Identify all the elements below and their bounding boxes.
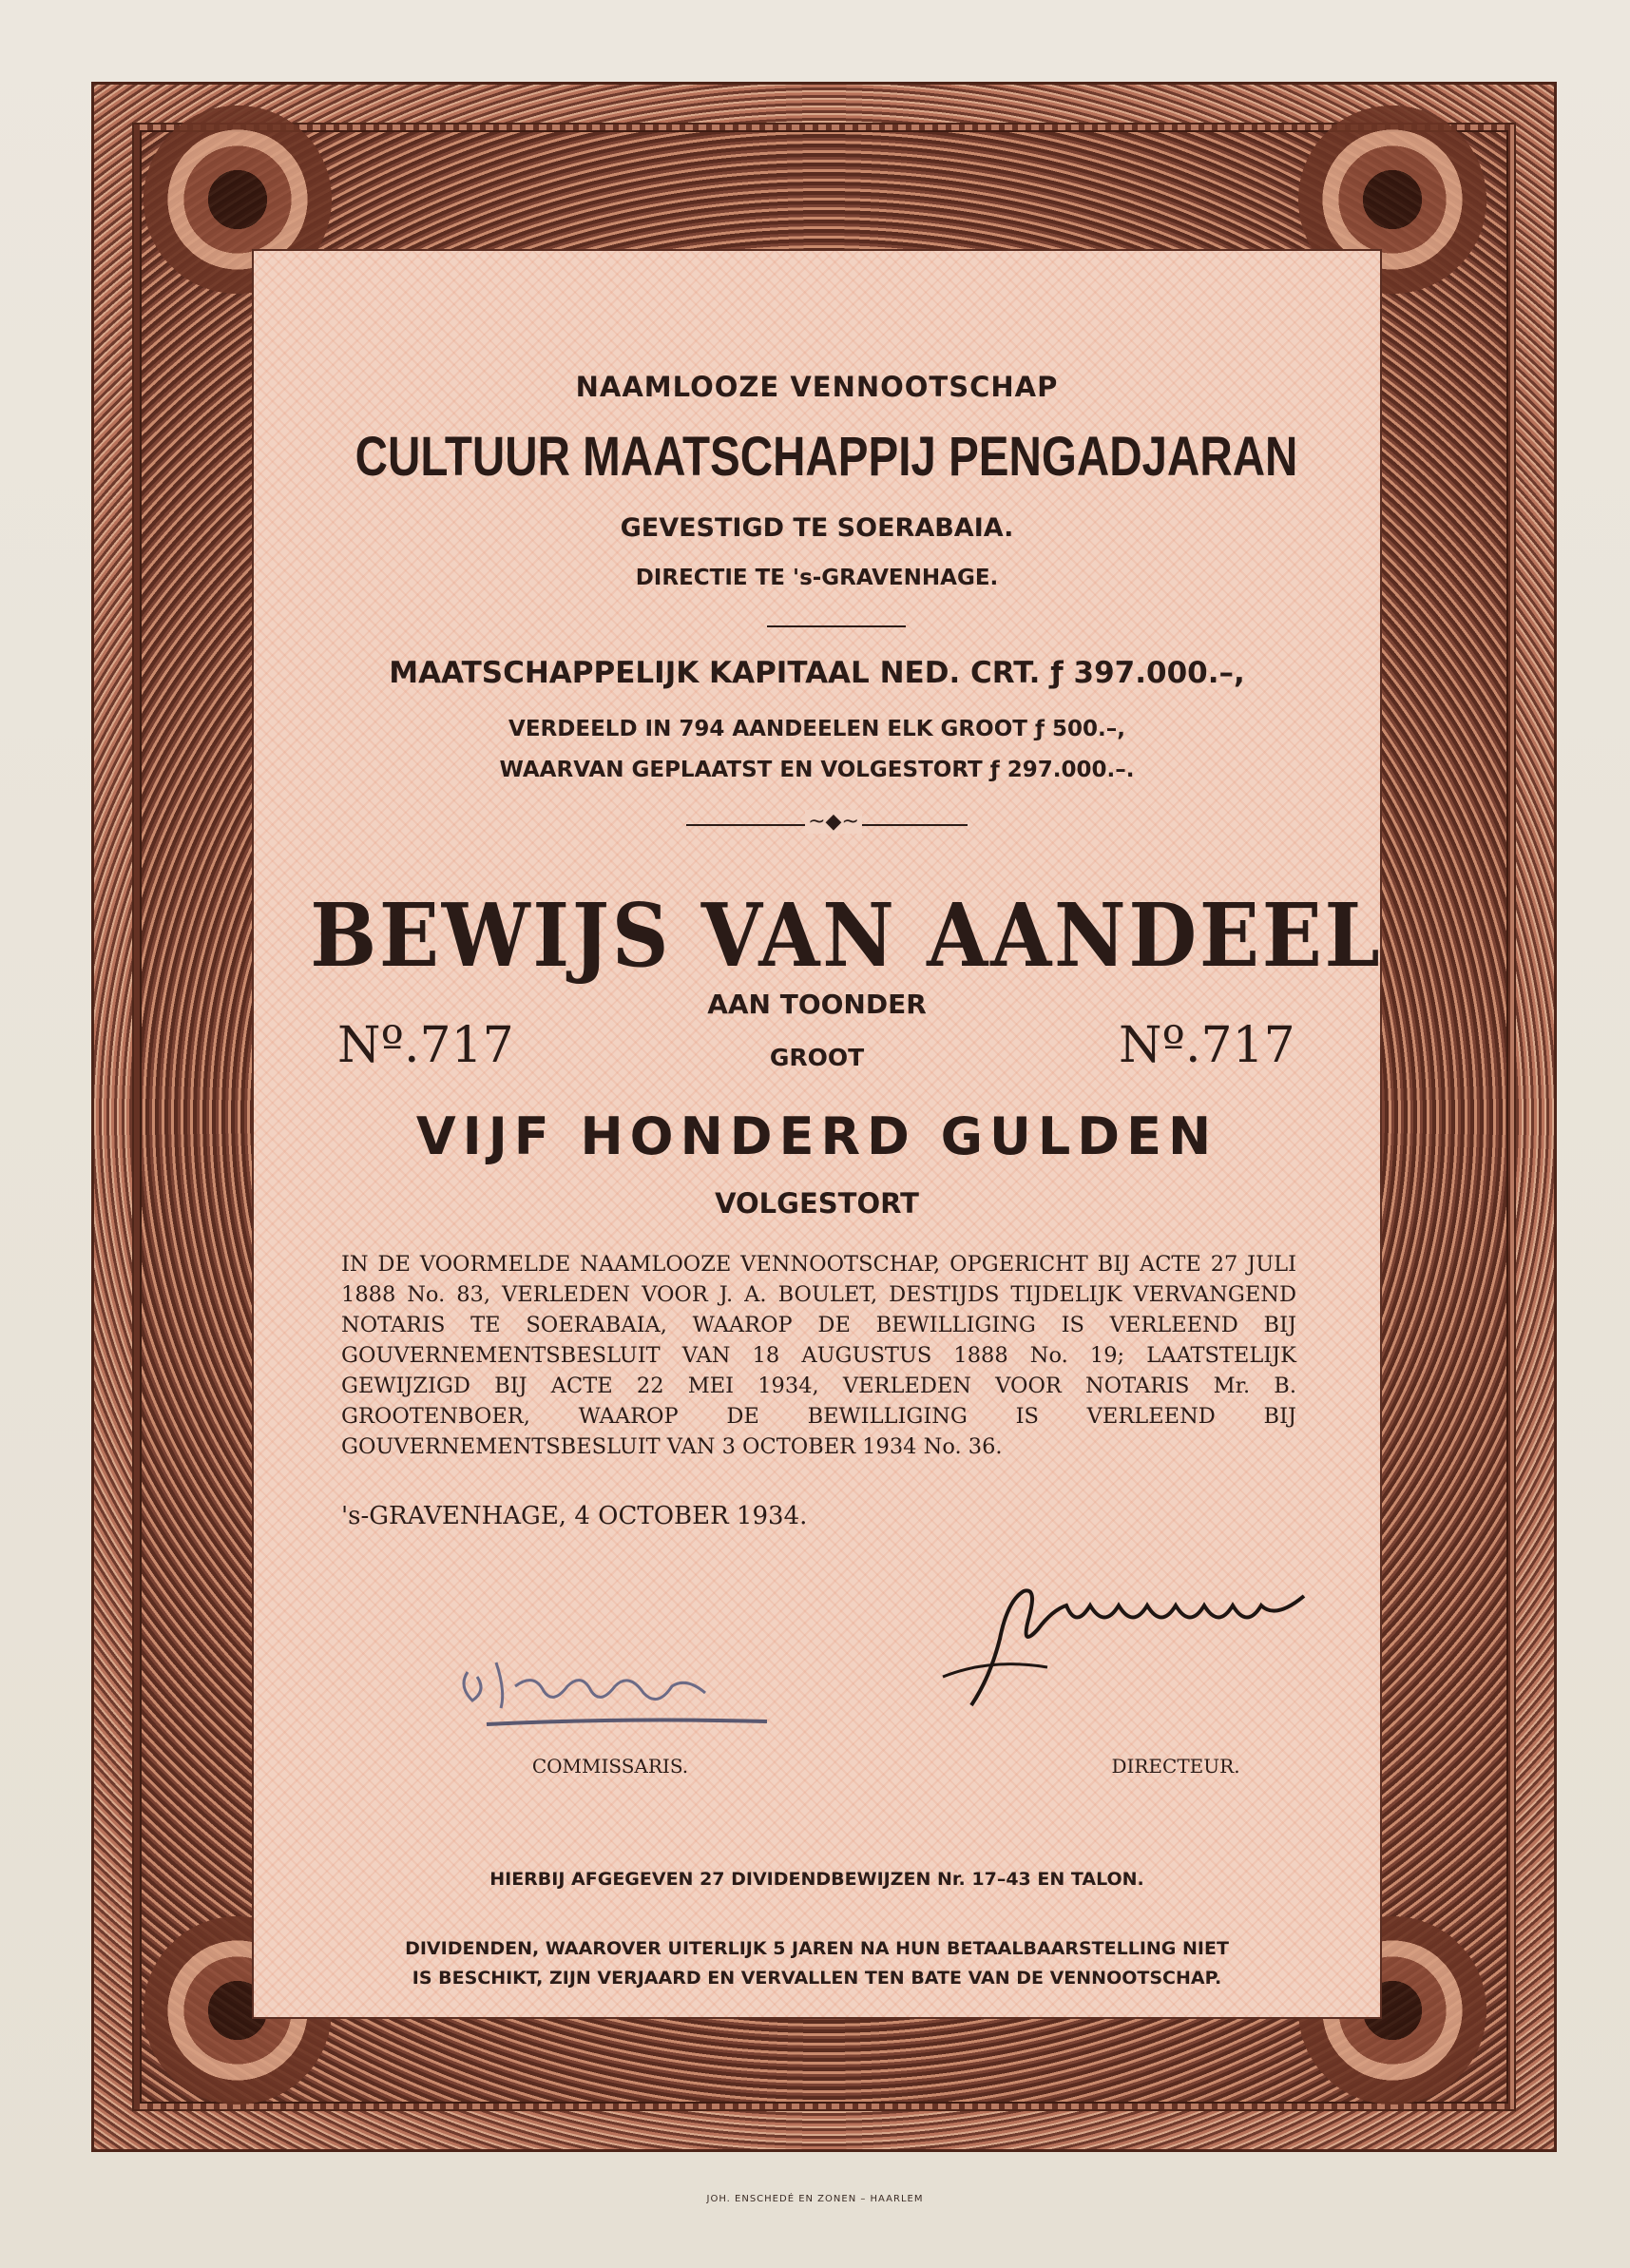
certificate-number-right: Nº.717	[1119, 1017, 1295, 1074]
dividends-note-line-1: DIVIDENDEN, WAAROVER UITERLIJK 5 JAREN NA HUN BETAALBAARSTELLING NIET	[405, 1938, 1229, 1959]
certificate-panel	[252, 249, 1382, 2019]
company-type: NAAMLOOZE VENNOOTSCHAP	[575, 371, 1059, 403]
place-and-date: 's-GRAVENHAGE, 4 OCTOBER 1934.	[341, 1502, 808, 1530]
directeur-label: DIRECTEUR.	[1111, 1755, 1240, 1778]
certificate-title: BEWIJS VAN AANDEEL	[310, 884, 1383, 987]
groot-label: GROOT	[769, 1044, 865, 1071]
certificate-number-left: Nº.717	[337, 1017, 514, 1074]
dividends-note-line-2: IS BESCHIKT, ZIJN VERJAARD EN VERVALLEN TEN BATE VAN DE VENNOOTSCHAP.	[412, 1968, 1222, 1989]
legal-body-text: IN DE VOORMELDE NAAMLOOZE VENNOOTSCHAP, OPGERICHT BIJ ACTE 27 JULI 1888 No. 83, VERLEDEN VOOR J. A. BOULET, DESTIJDS TIJDELIJK VERVANGEND NOTARIS TE SOERABAIA, WAAROP DE BEWILLIGING IS VERLEEND BIJ GOUVERNEMENTSBESLUIT VAN 18 AUGUSTUS 1888 No. 19; LAATSTELIJK GEWIJZIGD BIJ ACTE 22 MEI 1934, VERLEDEN VOOR NOTARIS Mr. B. GROOTENBOER, WAAROP DE BEWILLIGING IS VERLEEND BIJ GOUVERNEMENTSBESLUIT VAN 3 OCTOBER 1934 No. 36.	[341, 1252, 1296, 1459]
divider-rule	[767, 625, 906, 627]
company-directorate: DIRECTIE TE 's-GRAVENHAGE.	[635, 566, 999, 590]
ornament-icon: ~◆~	[805, 810, 862, 834]
commissaris-signature	[430, 1634, 791, 1739]
commissaris-label: COMMISSARIS.	[531, 1755, 689, 1778]
directeur-signature	[933, 1563, 1323, 1715]
shares-placed-line: WAARVAN GEPLAATST EN VOLGESTORT ƒ 297.000.–.	[499, 758, 1135, 782]
company-name: CULTUUR MAATSCHAPPIJ PENGADJARAN	[355, 426, 1298, 488]
share-amount: VIJF HONDERD GULDEN	[415, 1106, 1218, 1166]
shares-divided-line: VERDEELD IN 794 AANDEELEN ELK GROOT ƒ 500.–,	[508, 717, 1125, 741]
printer-imprint: JOH. ENSCHEDÉ EN ZONEN – HAARLEM	[706, 2194, 924, 2204]
capital-line: MAATSCHAPPELIJK KAPITAAL NED. CRT. ƒ 397.000.–,	[389, 656, 1245, 690]
bearer-label: AAN TOONDER	[707, 989, 927, 1020]
company-seat: GEVESTIGD TE SOERABAIA.	[620, 513, 1014, 543]
paid-up-label: VOLGESTORT	[715, 1187, 919, 1220]
coupons-note: HIERBIJ AFGEGEVEN 27 DIVIDENDBEWIJZEN Nr. 17–43 EN TALON.	[489, 1869, 1144, 1890]
